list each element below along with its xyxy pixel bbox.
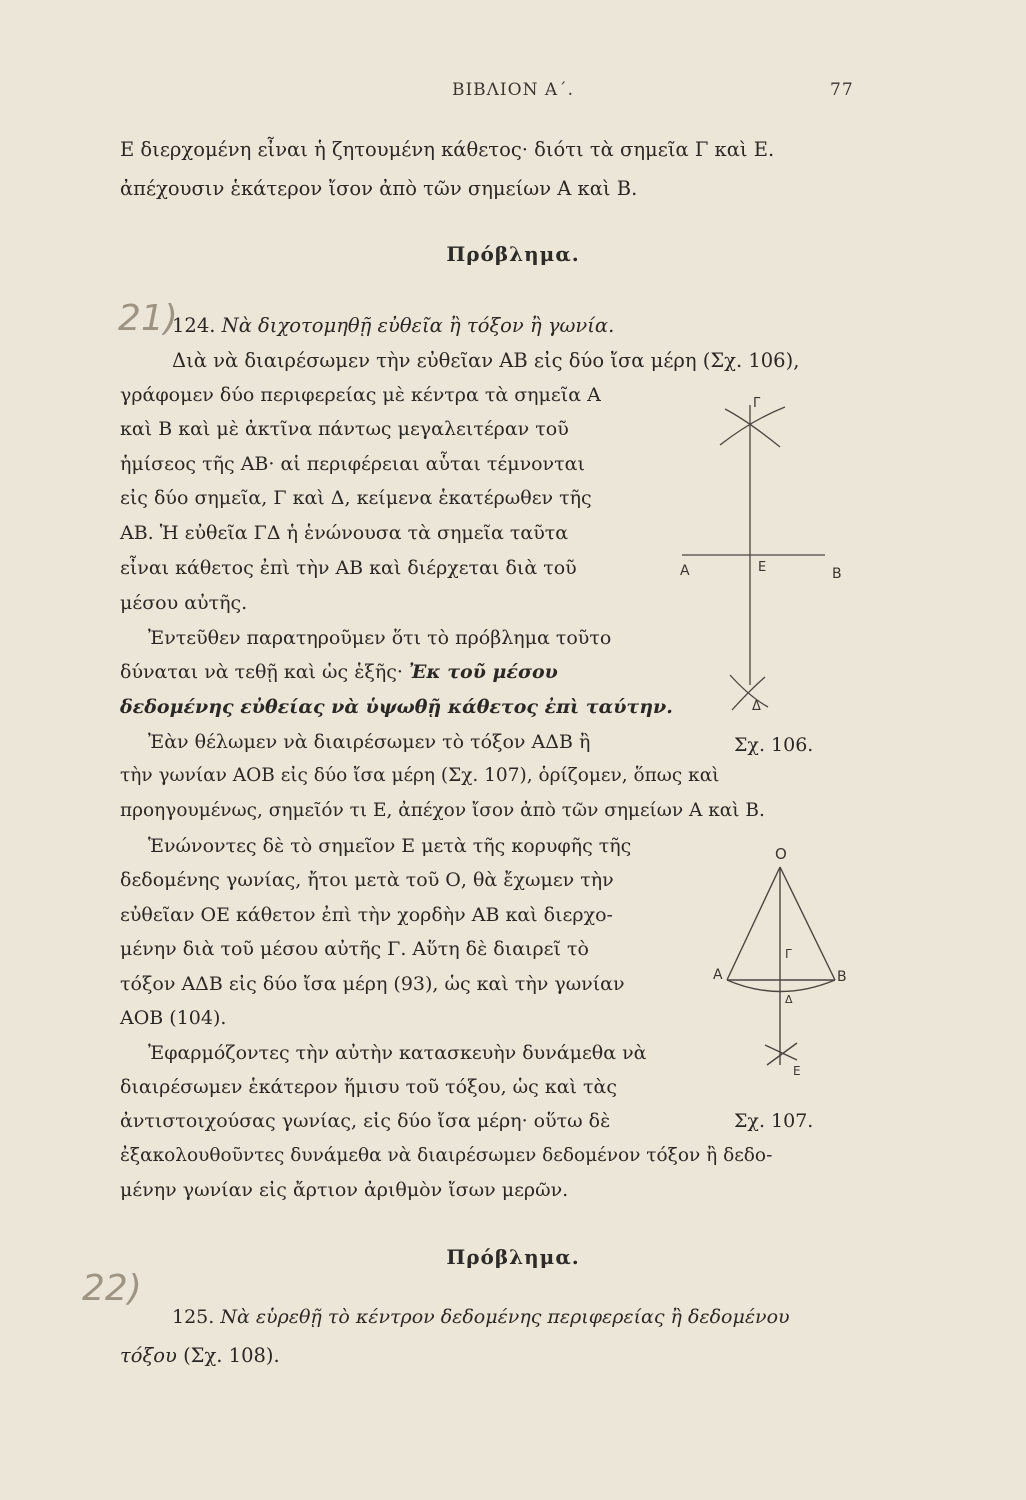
ray-ob	[780, 867, 835, 980]
text-line: προηγουμένως, σημεῖόν τι Ε, ἀπέχον ἴσον ἀπὸ τῶν σημείων Α καὶ Β.	[120, 800, 765, 821]
point-label: Β	[837, 969, 847, 985]
figure-caption: Σχ. 107.	[734, 1110, 814, 1132]
point-label: Ο	[775, 845, 787, 863]
text-line: εὐθεῖαν ΟΕ κάθετον ἐπὶ τὴν χορδὴν ΑΒ καὶ διερχο-	[120, 904, 613, 926]
handwritten-margin-note: 22)	[82, 1268, 142, 1309]
text-line: ἡμίσεος τῆς ΑΒ· αἱ περιφέρειαι αὗται τέμνονται	[120, 453, 585, 475]
arc-stroke	[767, 1043, 797, 1065]
point-label: Γ	[785, 947, 792, 961]
point-label: Δ	[752, 699, 761, 714]
figure-reference: (Σχ. 108).	[183, 1344, 280, 1367]
text-line: μέσου αὐτῆς.	[120, 592, 248, 614]
section-heading: Πρόβλημα.	[446, 242, 580, 266]
text-span: δύναται νὰ τεθῇ καὶ ὡς ἑξῆς·	[120, 661, 403, 683]
figure-caption: Σχ. 106.	[734, 734, 814, 756]
text-line: ἀπέχουσιν ἑκάτερον ἴσον ἀπὸ τῶν σημείων Α καὶ Β.	[120, 177, 638, 200]
text-line: γράφομεν δύο περιφερείας μὲ κέντρα τὰ σημεῖα Α	[120, 384, 601, 406]
arc-adb	[727, 980, 835, 992]
text-line: Ἐφαρμόζοντες τὴν αὐτὴν κατασκευὴν δυνάμεθα νὰ	[148, 1042, 647, 1064]
problem-text: τόξου	[120, 1344, 177, 1367]
problem-statement	[172, 1308, 790, 1327]
ray-oa	[727, 867, 780, 980]
point-label: Β	[832, 566, 842, 582]
italic-span: Ἐκ τοῦ μέσου	[408, 661, 558, 683]
running-header: ΒΙΒΛΙΟΝ Α΄.	[451, 80, 575, 100]
arc-stroke	[725, 409, 780, 447]
italic-line: δεδομένης εὐθείας νὰ ὑψωθῇ κάθετος ἐπὶ ταύτην.	[120, 696, 673, 718]
problem-number: 124.	[172, 314, 216, 337]
text-line: Ε διερχομένη εἶναι ἡ ζητουμένη κάθετος· διότι τὰ σημεῖα Γ καὶ Ε.	[120, 138, 775, 161]
section-heading: Πρόβλημα.	[446, 1245, 580, 1269]
figure-107	[705, 835, 865, 1085]
point-label: Γ	[753, 396, 761, 411]
point-label: Α	[680, 563, 690, 579]
handwritten-margin-note: 21)	[118, 298, 178, 339]
point-label: Α	[713, 967, 723, 983]
text-line: Διὰ νὰ διαιρέσωμεν τὴν εὐθεῖαν ΑΒ εἰς δύο ἴσα μέρη (Σχ. 106),	[172, 349, 800, 372]
problem-number: 125.	[172, 1306, 215, 1328]
text-line: ἀντιστοιχούσας γωνίας, εἰς δύο ἴσα μέρη· οὕτω δὲ	[120, 1110, 611, 1132]
point-label: Ε	[758, 560, 767, 575]
text-line: τὴν γωνίαν ΑΟΒ εἰς δύο ἴσα μέρη (Σχ. 107), ὁρίζομεν, ὅπως καὶ	[120, 765, 720, 786]
page-number: 77	[830, 80, 854, 100]
problem-statement	[172, 316, 614, 336]
text-line: τόξον ΑΔΒ εἰς δύο ἴσα μέρη (93), ὡς καὶ τὴν γωνίαν	[120, 973, 625, 995]
text-line: διαιρέσωμεν ἑκάτερον ἥμισυ τοῦ τόξου, ὡς καὶ τὰς	[120, 1076, 617, 1098]
point-label: Ε	[793, 1064, 801, 1078]
point-label: Δ	[785, 993, 793, 1006]
text-line: Ἑνώνοντες δὲ τὸ σημεῖον Ε μετὰ τῆς κορυφῆς τῆς	[148, 835, 632, 857]
text-line: Ἐὰν θέλωμεν νὰ διαιρέσωμεν τὸ τόξον ΑΔΒ ἢ	[148, 731, 591, 753]
problem-text: Νὰ διχοτομηθῇ εὐθεῖα ἢ τόξον ἢ γωνία.	[221, 314, 615, 337]
text-line: καὶ Β καὶ μὲ ἀκτῖνα πάντως μεγαλειτέραν τοῦ	[120, 418, 569, 440]
problem-text: Νὰ εὑρεθῇ τὸ κέντρον δεδομένης περιφερείας ἢ δεδομένου	[220, 1306, 790, 1328]
text-line: εἰς δύο σημεῖα, Γ καὶ Δ, κείμενα ἑκατέρωθεν τῆς	[120, 487, 592, 509]
text-line: ἐξακολουθοῦντες δυνάμεθα νὰ διαιρέσωμεν δεδομένον τόξον ἢ δεδο-	[120, 1145, 773, 1166]
text-line: Ἐντεῦθεν παρατηροῦμεν ὅτι τὸ πρόβλημα τοῦτο	[148, 627, 612, 649]
text-line: ΑΒ. Ἡ εὐθεῖα ΓΔ ἡ ἑνώνουσα τὰ σημεῖα ταῦτα	[120, 522, 569, 544]
text-line	[120, 663, 558, 682]
text-line: μένην διὰ τοῦ μέσου αὐτῆς Γ. Αὕτη δὲ διαιρεῖ τὸ	[120, 938, 589, 960]
text-line: εἶναι κάθετος ἐπὶ τὴν ΑΒ καὶ διέρχεται διὰ τοῦ	[120, 557, 577, 579]
text-line: ΑΟΒ (104).	[120, 1007, 227, 1029]
text-line: δεδομένης γωνίας, ἤτοι μετὰ τοῦ Ο, θὰ ἔχωμεν τὴν	[120, 869, 614, 891]
text-line: μένην γωνίαν εἰς ἄρτιον ἀριθμὸν ἴσων μερῶν.	[120, 1179, 569, 1201]
text-line	[120, 1346, 280, 1366]
figure-106	[670, 385, 850, 725]
